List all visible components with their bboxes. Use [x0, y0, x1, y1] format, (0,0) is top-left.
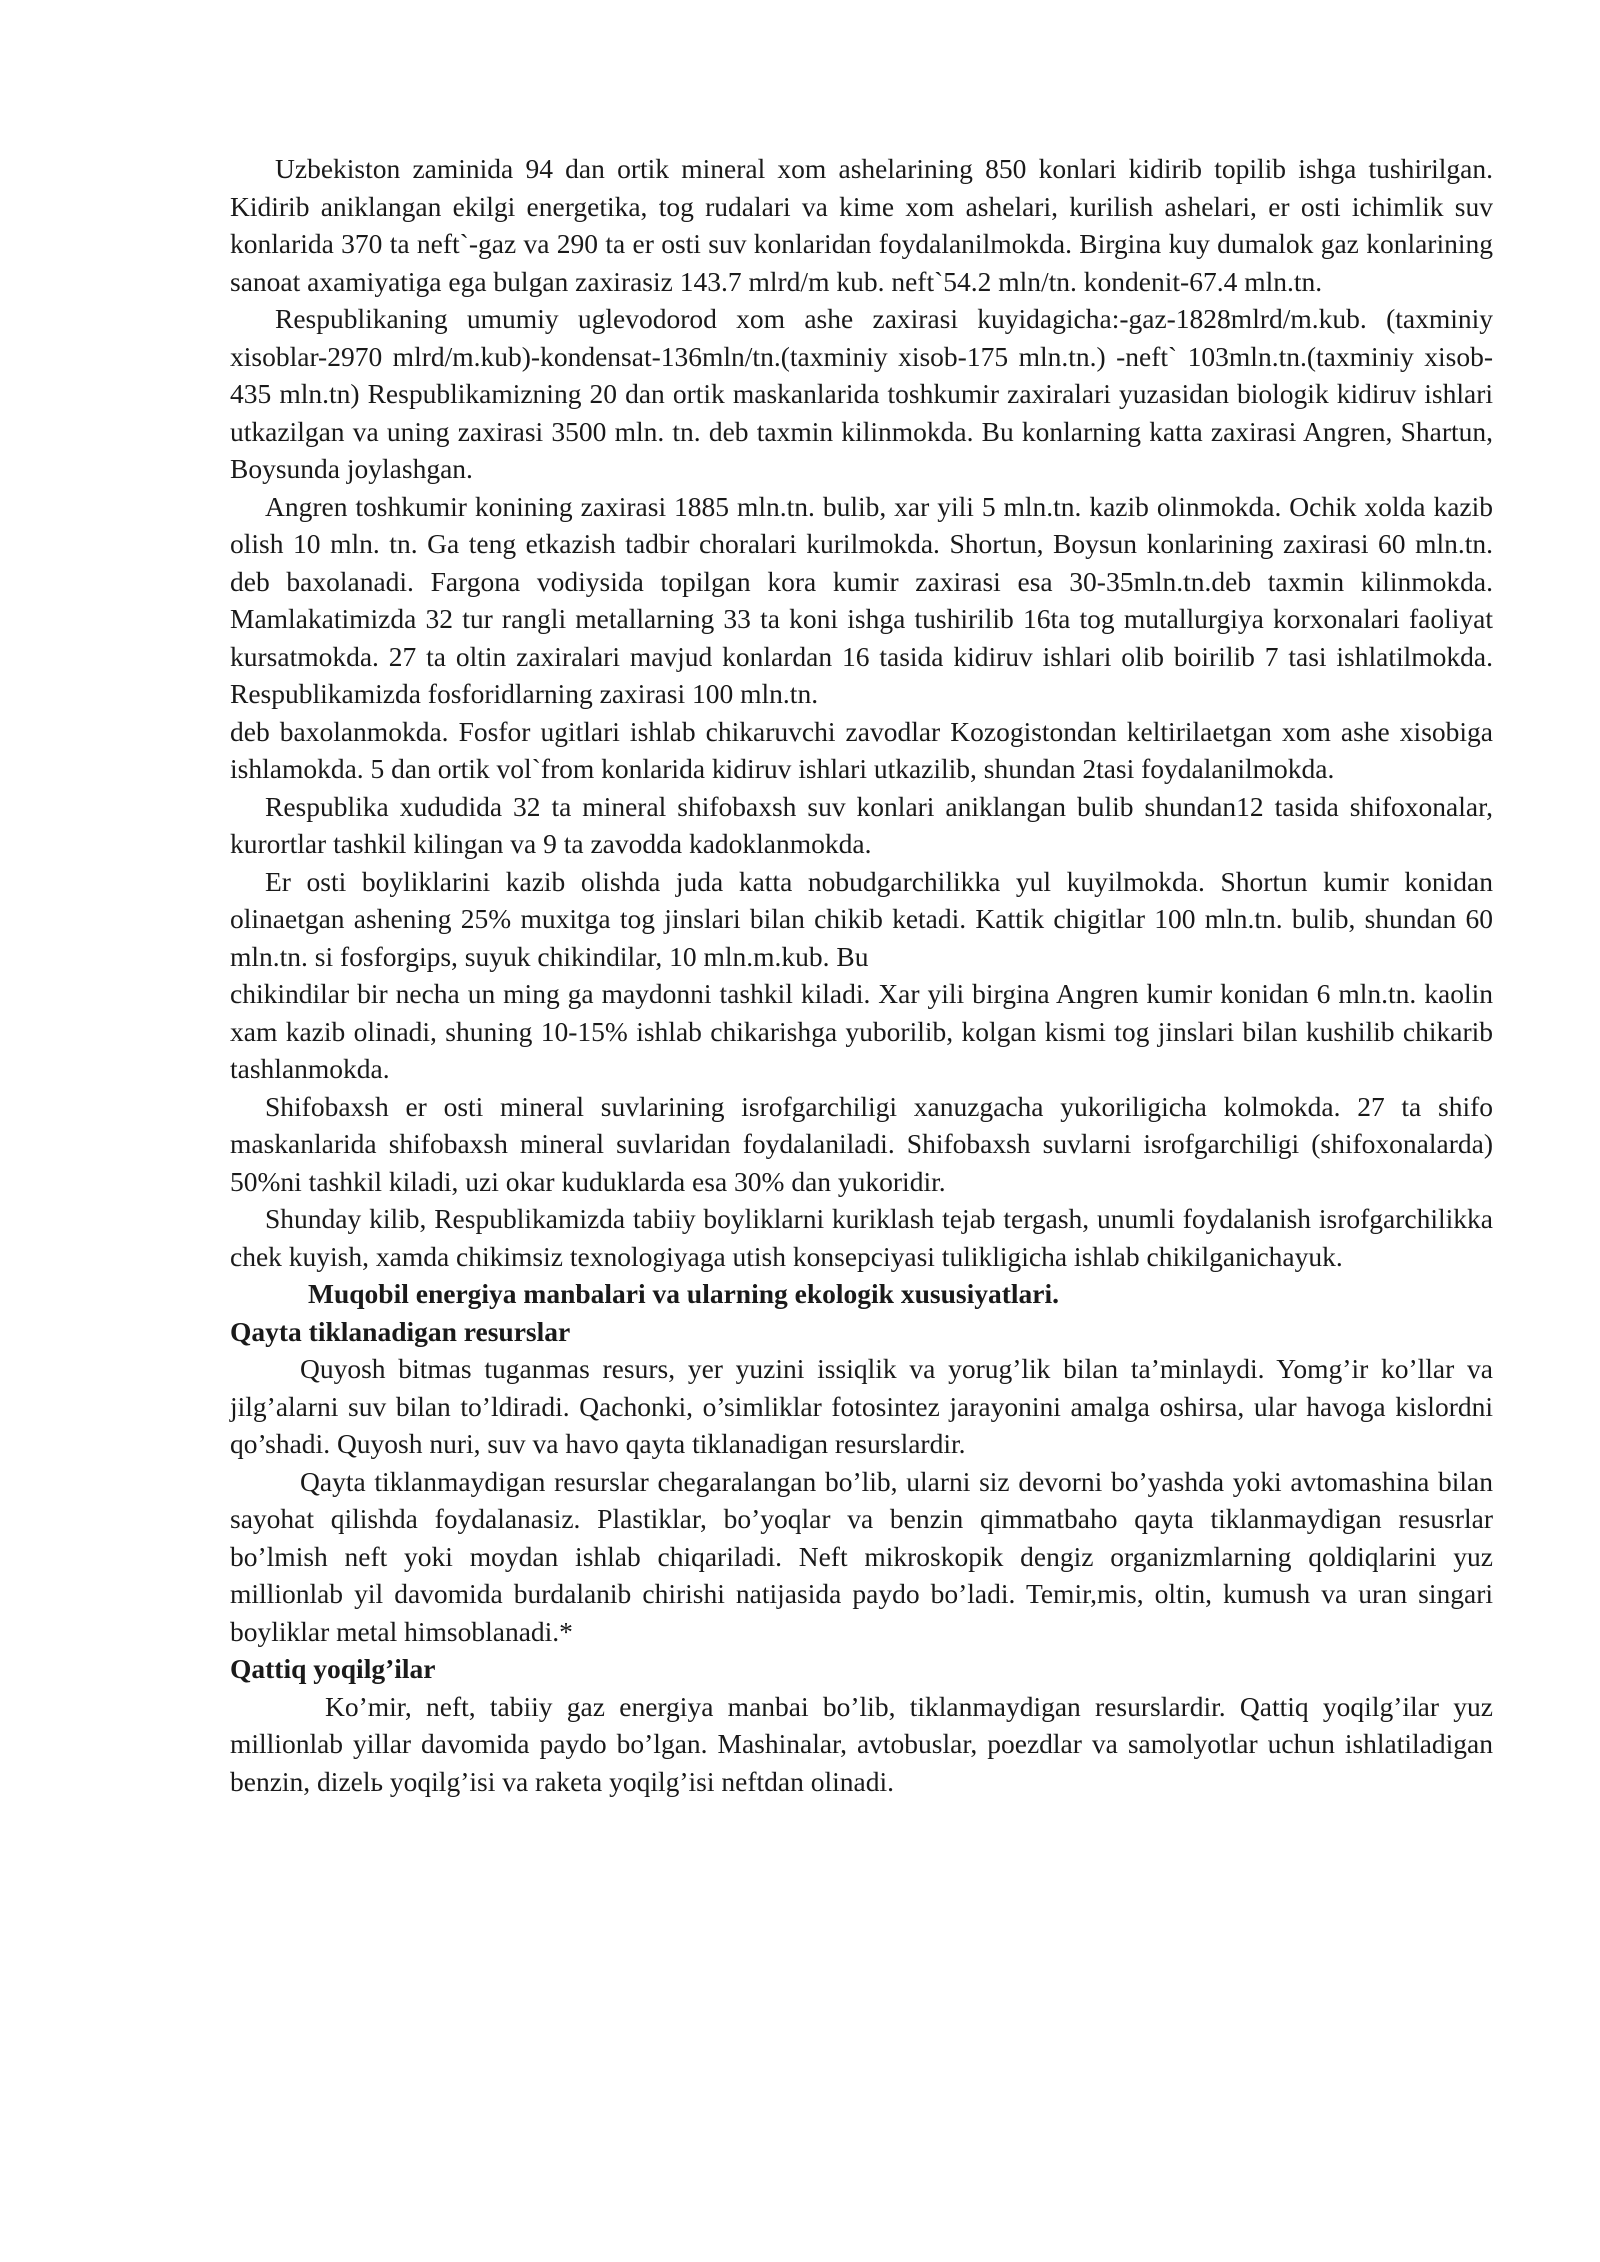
paragraph-hydrocarbon-reserves: Respublikaning umumiy uglevodorod xom ashe zaxirasi kuyidagicha:-gaz-1828mlrd/m.kub. (taxminiy xisoblar-2970 mlrd/m.kub)-kondensat-136mln/tn.(taxminiy xisob-175 mln.tn.) -neft` 103mln.tn.(taxminiy xisob-435 mln.tn) Respublikamizning 20 dan ortik maskanlarida toshkumir zaxiralari yuzasidan biologik kidiruv ishlari utkazilgan va uning zaxirasi 3500 mln. tn. deb taxmin kilinmokda. Bu konlarning katta zaxirasi Angren, Shartun, Boysunda joylashgan. — [230, 303, 1493, 484]
paragraph-renewable-resources: Quyosh bitmas tuganmas resurs, yer yuzini issiqlik va yorug’lik bilan ta’minlaydi. Yomg’ir ko’llar va jilg’alarni suv bilan to’ldiradi. Qachonki, o’simliklar fotosintez jarayonini amalga oshirsa, ular havoga kislordni qo’shadi. Quyosh nuri, suv va havo qayta tiklanadigan resurslardir. — [230, 1353, 1493, 1459]
section-heading-alternative-energy: Muqobil energiya manbalari va ularning ekologik xususiyatlari. — [308, 1278, 1059, 1309]
paragraph-mining-losses: Er osti boyliklarini kazib olishda juda katta nobudgarchilikka yul kuyilmokda. Shortun kumir konidan olinaetgan ashening 25% muxitga tog jinslari bilan chikib ketadi. Kattik chigitlar 100 mln.tn. bulib, shundan 60 mln.tn. si fosforgips, suyuk chikindilar, 10 mln.m.kub. Bu — [230, 865, 1493, 972]
paragraph-waste-area: chikindilar bir necha un ming ga maydonni tashkil kiladi. Xar yili birgina Angren kumir konidan 6 mln.tn. kaolin xam kazib olinadi, shuning 10-15% ishlab chikarishga yuborilib, kolgan kismi tog jinslari bilan kushilib chikarib tashlanmokda. — [230, 978, 1493, 1084]
paragraph-mineral-water-waste: Shifobaxsh er osti mineral suvlarining isrofgarchiligi xanuzgacha yukoriligicha kolmokda. 27 ta shifo maskanlarida shifobaxsh mineral suvlaridan foydalaniladi. Shifobaxsh suvlarni isrofgarchiligi (shifoxonalarda) 50%ni tashkil kiladi, uzi okar kuduklarda esa 30% dan yukoridir. — [230, 1090, 1493, 1197]
paragraph-solid-fuels: Ko’mir, neft, tabiiy gaz energiya manbai bo’lib, tiklanmaydigan resurslardir. Qattiq yoqilg’ilar yuz millionlab yillar davomida paydo bo’lgan. Mashinalar, avtobuslar, poezdlar va samolyotlar uchun ishlatiladigan benzin, dizelь yoqilg’isi va raketa yoqilg’isi neftdan olinadi. — [230, 1690, 1493, 1797]
paragraph-mineral-water-springs: Respublika xududida 32 ta mineral shifobaxsh suv konlari aniklangan bulib shundan12 tasida shifoxonalar, kurortlar tashkil kilingan va 9 ta zavodda kadoklanmokda. — [230, 790, 1493, 859]
paragraph-angren-coal: Angren toshkumir konining zaxirasi 1885 mln.tn. bulib, xar yili 5 mln.tn. kazib olinmokda. Ochik xolda kazib olish 10 mln. tn. Ga teng etkazish tadbir choralari kurilmokda. Shortun, Boysun konlarining zaxirasi 60 mln.tn. deb baxolanadi. Fargona vodiysida topilgan kora kumir zaxirasi esa 30-35mln.tn.deb taxmin kilinmokda. Mamlakatimizda 32 tur rangli metallarning 33 ta koni ishga tushirilib 16ta tog mutallurgiya korxonalari faoliyat kursatmokda. 27 ta oltin zaxiralari mavjud konlardan 16 tasida kidiruv ishlari olib boirilib 7 tasi ishlatilmokda. Respublikamizda fosforidlarning zaxirasi 100 mln.tn. — [230, 490, 1493, 709]
subheading-solid-fuels: Qattiq yoqilg’ilar — [230, 1653, 436, 1684]
paragraph-nonrenewable-resources: Qayta tiklanmaydigan resurslar chegaralangan bo’lib, ularni siz devorni bo’yashda yoki avtomashina bilan sayohat qilishda foydalanasiz. Plastiklar, bo’yoqlar va benzin qimmatbaho qayta tiklanmaydigan resusrlar bo’lmish neft yoki moydan ishlab chiqariladi. Neft mikroskopik dengiz organizmlarning qoldiqlarini yuz millionlab yil davomida burdalanib chirishi natijasida paydo bo’ladi. Temir,mis, oltin, kumush va uran singari boyliklar metal himsoblanadi.* — [230, 1465, 1493, 1647]
document-body — [230, 150, 1493, 1800]
paragraph-phosphate-fertilizers: deb baxolanmokda. Fosfor ugitlari ishlab chikaruvchi zavodlar Kozogistondan keltirilaetgan xom ashe xisobiga ishlamokda. 5 dan ortik vol`from konlarida kidiruv ishlari utkazilib, shundan 2tasi foydalanilmokda. — [230, 715, 1493, 784]
paragraph-conclusion: Shunday kilib, Respublikamizda tabiiy boyliklarni kuriklash tejab tergash, unumli foydalanish isrofgarchilikka chek kuyish, xamda chikimsiz texnologiyaga utish konsepciyasi tulikligicha ishlab chikilganichayuk. — [230, 1203, 1493, 1272]
paragraph-mineral-deposits: Uzbekiston zaminida 94 dan ortik mineral xom ashelarining 850 konlari kidirib topilib ishga tushirilgan. Kidirib aniklangan ekilgi energetika, tog rudalari va kime xom ashelari, kurilish ashelari, er osti ichimlik suv konlarida 370 ta neft`-gaz va 290 ta er osti suv konlaridan foydalanilmokda. Birgina kuy dumalok gaz konlarining sanoat axamiyatiga ega bulgan zaxirasiz 143.7 mlrd/m kub. neft`54.2 mln/tn. kondenit-67.4 mln.tn. — [230, 153, 1493, 297]
subheading-renewable-resources: Qayta tiklanadigan resurslar — [230, 1315, 571, 1347]
